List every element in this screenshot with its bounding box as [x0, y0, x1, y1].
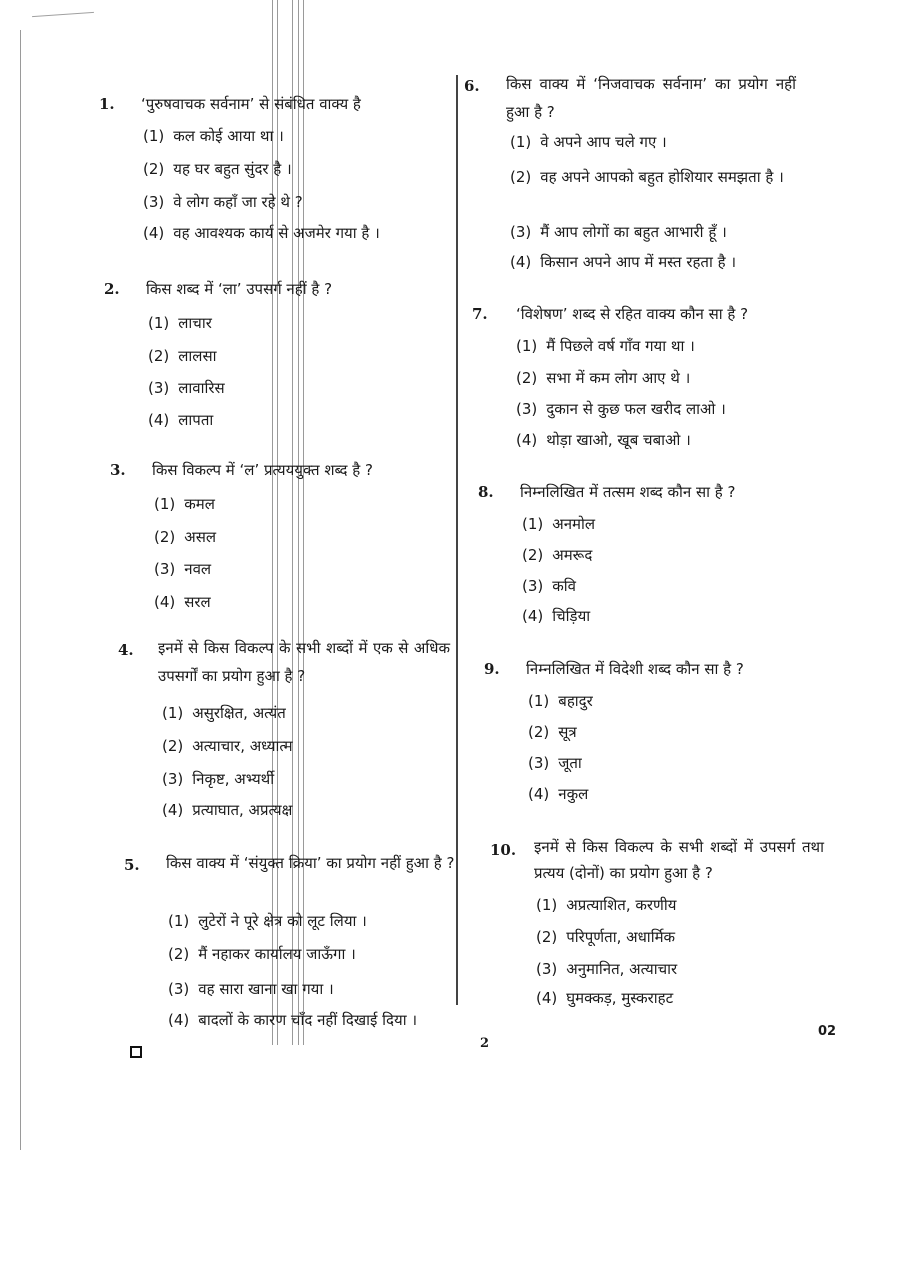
- question-text: निम्नलिखित में विदेशी शब्द कौन सा है ?: [526, 660, 744, 678]
- option-2: [528, 722, 577, 742]
- option-text: मैं नहाकर कार्यालय जाऊँगा ।: [198, 945, 356, 963]
- option-3: [143, 192, 303, 212]
- option-text: वह अपने आपको बहुत होशियार समझता है ।: [540, 168, 784, 186]
- question-number: 8.: [478, 483, 494, 501]
- option-number: (2): [536, 928, 558, 946]
- option-2: [168, 944, 356, 964]
- option-number: (2): [510, 168, 532, 186]
- option-text: प्रत्याघात, अप्रत्यक्ष: [192, 801, 293, 819]
- question-number: 5.: [124, 856, 140, 874]
- option-number: (4): [143, 224, 165, 242]
- option-3: [516, 399, 726, 419]
- option-1: [516, 336, 695, 356]
- option-text: बहादुर: [558, 692, 593, 710]
- option-2: [148, 346, 217, 366]
- question-text: किस वाक्य में ‘संयुक्त क्रिया’ का प्रयोग नहीं हुआ है ?: [166, 854, 455, 872]
- option-number: (1): [516, 337, 538, 355]
- option-4: [522, 606, 590, 626]
- option-text: परिपूर्णता, अधार्मिक: [566, 928, 676, 946]
- option-2: [522, 545, 592, 565]
- question-text: ‘विशेषण’ शब्द से रहित वाक्य कौन सा है ?: [516, 305, 749, 323]
- question-number: 10.: [490, 841, 517, 859]
- option-4: [148, 410, 213, 430]
- question-number: 2.: [104, 280, 120, 298]
- option-4: [168, 1010, 417, 1030]
- option-number: (4): [536, 989, 558, 1007]
- option-number: (4): [168, 1011, 190, 1029]
- option-1: [168, 911, 367, 931]
- option-1: [148, 313, 212, 333]
- option-text: निकृष्ट, अभ्यर्थी: [192, 770, 275, 788]
- column-divider: [456, 75, 458, 1005]
- page-number: 2: [480, 1036, 490, 1051]
- option-number: (4): [162, 801, 184, 819]
- option-number: (2): [522, 546, 544, 564]
- question-text: इनमें से किस विकल्प के सभी शब्दों में उपसर्ग तथा प्रत्यय (दोनों) का प्रयोग हुआ है ?: [534, 838, 824, 882]
- option-3: [528, 753, 582, 773]
- question-text: निम्नलिखित में तत्सम शब्द कौन सा है ?: [520, 483, 736, 501]
- option-text: कमल: [184, 495, 215, 513]
- option-3: [148, 378, 225, 398]
- question-8: [478, 482, 798, 632]
- option-number: (3): [143, 193, 165, 211]
- option-text: लालसा: [178, 347, 217, 365]
- option-text: वे लोग कहाँ जा रहे थे ?: [173, 193, 303, 211]
- option-text: सूत्र: [558, 723, 577, 741]
- option-text: कल कोई आया था ।: [173, 127, 284, 145]
- option-number: (1): [148, 314, 170, 332]
- option-text: लावारिस: [178, 379, 225, 397]
- option-2: [510, 164, 835, 190]
- question-number: 4.: [118, 641, 134, 659]
- option-2: [516, 368, 690, 388]
- question-5: [124, 855, 456, 1035]
- option-number: (2): [528, 723, 550, 741]
- option-1: [162, 703, 286, 723]
- option-text: लाचार: [178, 314, 212, 332]
- option-2: [536, 927, 675, 947]
- question-7: [472, 304, 792, 454]
- option-2: [154, 527, 216, 547]
- question-4: [118, 640, 452, 825]
- page-edge-mark: [32, 12, 94, 17]
- option-number: (3): [528, 754, 550, 772]
- booklet-code: 02: [818, 1024, 837, 1039]
- option-number: (1): [143, 127, 165, 145]
- option-number: (2): [154, 528, 176, 546]
- option-text: घुमक्कड़, मुस्कराहट: [566, 989, 674, 1007]
- question-number: 3.: [110, 461, 126, 479]
- option-number: (4): [154, 593, 176, 611]
- option-text: असल: [184, 528, 217, 546]
- option-1: [510, 132, 667, 152]
- option-number: (4): [516, 431, 538, 449]
- question-number: 7.: [472, 305, 488, 323]
- question-number: 9.: [484, 660, 500, 678]
- option-2: [162, 736, 293, 756]
- option-text: दुकान से कुछ फल खरीद लाओ ।: [546, 400, 726, 418]
- option-text: थोड़ा खाओ, खूब चबाओ ।: [546, 431, 691, 449]
- option-4: [536, 988, 673, 1008]
- option-text: लुटेरों ने पूरे क्षेत्र को लूट लिया ।: [198, 912, 367, 930]
- option-4: [510, 252, 736, 272]
- question-text: इनमें से किस विकल्प के सभी शब्दों में एक से अधिक उपसर्गों का प्रयोग हुआ है ?: [158, 639, 450, 685]
- question-1: [99, 94, 449, 244]
- option-number: (1): [154, 495, 176, 513]
- option-3: [154, 559, 211, 579]
- option-4: [528, 784, 588, 804]
- option-1: [522, 514, 595, 534]
- option-number: (1): [528, 692, 550, 710]
- option-number: (3): [168, 980, 190, 998]
- option-4: [143, 223, 380, 243]
- option-number: (4): [148, 411, 170, 429]
- option-number: (4): [522, 607, 544, 625]
- option-text: बादलों के कारण चाँद नहीं दिखाई दिया ।: [198, 1011, 418, 1029]
- option-number: (2): [162, 737, 184, 755]
- option-text: अनुमानित, अत्याचार: [566, 960, 678, 978]
- option-text: अमरूद: [552, 546, 593, 564]
- option-2: [143, 159, 292, 179]
- option-text: नवल: [184, 560, 212, 578]
- option-1: [154, 494, 215, 514]
- option-text: नकुल: [558, 785, 589, 803]
- option-number: (3): [510, 223, 532, 241]
- option-number: (2): [168, 945, 190, 963]
- corner-square-mark: [130, 1046, 142, 1058]
- question-9: [484, 659, 804, 809]
- option-text: किसान अपने आप में मस्त रहता है ।: [540, 253, 737, 271]
- option-1: [536, 895, 676, 915]
- page-edge-line: [20, 30, 21, 1150]
- option-number: (1): [168, 912, 190, 930]
- option-text: वह आवश्यक कार्य से अजमेर गया है ।: [173, 224, 380, 242]
- option-text: लापता: [178, 411, 214, 429]
- option-number: (4): [528, 785, 550, 803]
- option-number: (3): [154, 560, 176, 578]
- option-number: (1): [162, 704, 184, 722]
- option-number: (4): [510, 253, 532, 271]
- option-text: असुरक्षित, अत्यंत: [192, 704, 286, 722]
- option-4: [516, 430, 691, 450]
- option-text: जूता: [558, 754, 582, 772]
- option-text: सरल: [184, 593, 211, 611]
- option-4: [162, 800, 292, 820]
- question-3: [110, 460, 430, 615]
- question-number: 6.: [464, 77, 480, 95]
- option-number: (2): [148, 347, 170, 365]
- option-number: (3): [522, 577, 544, 595]
- question-10: [490, 840, 830, 1010]
- question-text: किस विकल्प में ‘ल’ प्रत्यययुक्त शब्द है ?: [152, 461, 373, 479]
- option-text: अप्रत्याशित, करणीय: [566, 896, 677, 914]
- option-number: (2): [143, 160, 165, 178]
- option-text: सभा में कम लोग आए थे ।: [546, 369, 691, 387]
- option-3: [162, 769, 274, 789]
- option-4: [154, 592, 211, 612]
- option-number: (3): [148, 379, 170, 397]
- option-number: (1): [510, 133, 532, 151]
- question-text: ‘पुरुषवाचक सर्वनाम’ से संबंधित वाक्य है: [141, 95, 361, 113]
- option-3: [510, 222, 727, 242]
- option-number: (3): [162, 770, 184, 788]
- question-number: 1.: [99, 95, 115, 113]
- option-3: [536, 959, 677, 979]
- question-6: [464, 76, 796, 276]
- question-text: किस शब्द में ‘ला’ उपसर्ग नहीं है ?: [146, 280, 333, 298]
- option-text: चिड़िया: [552, 607, 591, 625]
- option-1: [143, 126, 284, 146]
- option-text: कवि: [552, 577, 576, 595]
- option-3: [168, 979, 334, 999]
- option-text: मैं आप लोगों का बहुत आभारी हूँ ।: [540, 223, 727, 241]
- question-text: किस वाक्य में ‘निजवाचक सर्वनाम’ का प्रयोग नहीं हुआ है ?: [506, 75, 796, 121]
- option-text: वे अपने आप चले गए ।: [540, 133, 667, 151]
- option-number: (2): [516, 369, 538, 387]
- option-number: (3): [536, 960, 558, 978]
- option-number: (3): [516, 400, 538, 418]
- option-text: अनमोल: [552, 515, 596, 533]
- option-3: [522, 576, 576, 596]
- question-2: [104, 279, 424, 434]
- option-number: (1): [536, 896, 558, 914]
- option-text: यह घर बहुत सुंदर है ।: [173, 160, 292, 178]
- option-1: [528, 691, 593, 711]
- option-number: (1): [522, 515, 544, 533]
- option-text: मैं पिछले वर्ष गाँव गया था ।: [546, 337, 695, 355]
- option-text: वह सारा खाना खा गया ।: [198, 980, 334, 998]
- option-text: अत्याचार, अध्यात्म: [192, 737, 293, 755]
